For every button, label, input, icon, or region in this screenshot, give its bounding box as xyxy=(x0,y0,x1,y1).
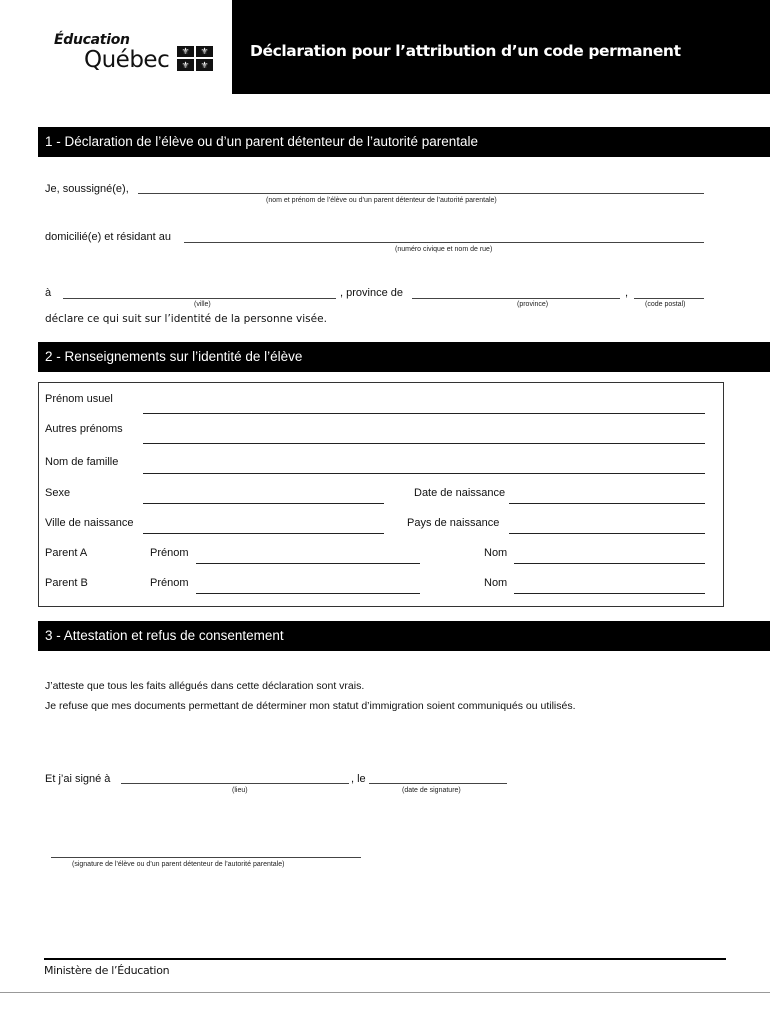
refus-line: Je refuse que mes documents permettant de déterminer mon statut d’immigration soient communiqués ou utilisés. xyxy=(45,700,576,712)
parent-a-prenom-field[interactable] xyxy=(196,563,420,564)
pays-naissance-field[interactable] xyxy=(509,533,705,534)
parent-b-prenom-label: Prénom xyxy=(150,577,189,589)
prenom-usuel-label: Prénom usuel xyxy=(45,393,113,405)
section1-heading: 1 - Déclaration de l’élève ou d’un parent détenteur de l’autorité parentale xyxy=(38,127,770,157)
declare-text: déclare ce qui suit sur l’identité de la personne visée. xyxy=(45,313,327,325)
ville-field[interactable] xyxy=(63,298,336,299)
parent-a-prenom-label: Prénom xyxy=(150,547,189,559)
soussigne-label: Je, soussigné(e), xyxy=(45,183,129,195)
parent-b-nom-label: Nom xyxy=(484,577,508,589)
logo-quebec-text: Québec xyxy=(84,47,170,73)
autres-prenoms-label: Autres prénoms xyxy=(45,423,123,435)
parent-a-label: Parent A xyxy=(45,547,88,559)
section3-heading: 3 - Attestation et refus de consentement xyxy=(38,621,770,651)
logo-education-text: Éducation xyxy=(54,32,130,48)
parent-b-prenom-field[interactable] xyxy=(196,593,420,594)
autres-prenoms-field[interactable] xyxy=(143,443,705,444)
soussigne-field[interactable] xyxy=(138,193,704,194)
signature-field[interactable] xyxy=(51,857,361,858)
code-postal-caption: (code postal) xyxy=(645,301,686,308)
nom-famille-field[interactable] xyxy=(143,473,705,474)
parent-b-label: Parent B xyxy=(45,577,88,589)
ministry-name: Ministère de l’Éducation xyxy=(44,964,170,977)
page-title: Déclaration pour l’attribution d’un code permanent xyxy=(250,42,681,60)
lieu-field[interactable] xyxy=(121,783,349,784)
date-signature-field[interactable] xyxy=(369,783,507,784)
parent-b-nom-field[interactable] xyxy=(514,593,705,594)
parent-a-nom-field[interactable] xyxy=(514,563,705,564)
comma-separator: , xyxy=(625,287,629,299)
domicilie-field[interactable] xyxy=(184,242,704,243)
prenom-usuel-field[interactable] xyxy=(143,413,705,414)
soussigne-caption: (nom et prénom de l’élève ou d’un parent détenteur de l’autorité parentale) xyxy=(266,197,497,204)
ville-naissance-field[interactable] xyxy=(143,533,384,534)
date-signature-caption: (date de signature) xyxy=(402,787,461,794)
signature-caption: (signature de l’élève ou d’un parent détenteur de l’autorité parentale) xyxy=(72,861,285,868)
sexe-label: Sexe xyxy=(45,487,71,499)
le-label: , le xyxy=(351,773,366,785)
domicilie-label: domicilié(e) et résidant au xyxy=(45,231,171,243)
date-naissance-field[interactable] xyxy=(509,503,705,504)
pays-naissance-label: Pays de naissance xyxy=(407,517,500,529)
identity-box xyxy=(38,382,724,607)
attestation-line: J’atteste que tous les faits allégués dans cette déclaration sont vrais. xyxy=(45,680,365,692)
domicilie-caption: (numéro civique et nom de rue) xyxy=(395,246,493,253)
province-field[interactable] xyxy=(412,298,620,299)
footer-divider xyxy=(44,958,726,960)
ville-naissance-label: Ville de naissance xyxy=(45,517,134,529)
section2-heading: 2 - Renseignements sur l’identité de l’élève xyxy=(38,342,770,372)
province-caption: (province) xyxy=(517,301,549,308)
signe-label: Et j’ai signé à xyxy=(45,773,111,785)
date-naissance-label: Date de naissance xyxy=(414,487,506,499)
province-label: , province de xyxy=(340,287,403,299)
ville-caption: (ville) xyxy=(194,301,211,308)
quebec-flag-icon: ⚜ ⚜ ⚜ ⚜ xyxy=(177,46,213,71)
lieu-caption: (lieu) xyxy=(232,787,248,794)
parent-a-nom-label: Nom xyxy=(484,547,508,559)
nom-famille-label: Nom de famille xyxy=(45,456,119,468)
a-label: à xyxy=(45,287,52,299)
sexe-field[interactable] xyxy=(143,503,384,504)
code-postal-field[interactable] xyxy=(634,298,704,299)
page-bottom-divider xyxy=(0,992,770,993)
